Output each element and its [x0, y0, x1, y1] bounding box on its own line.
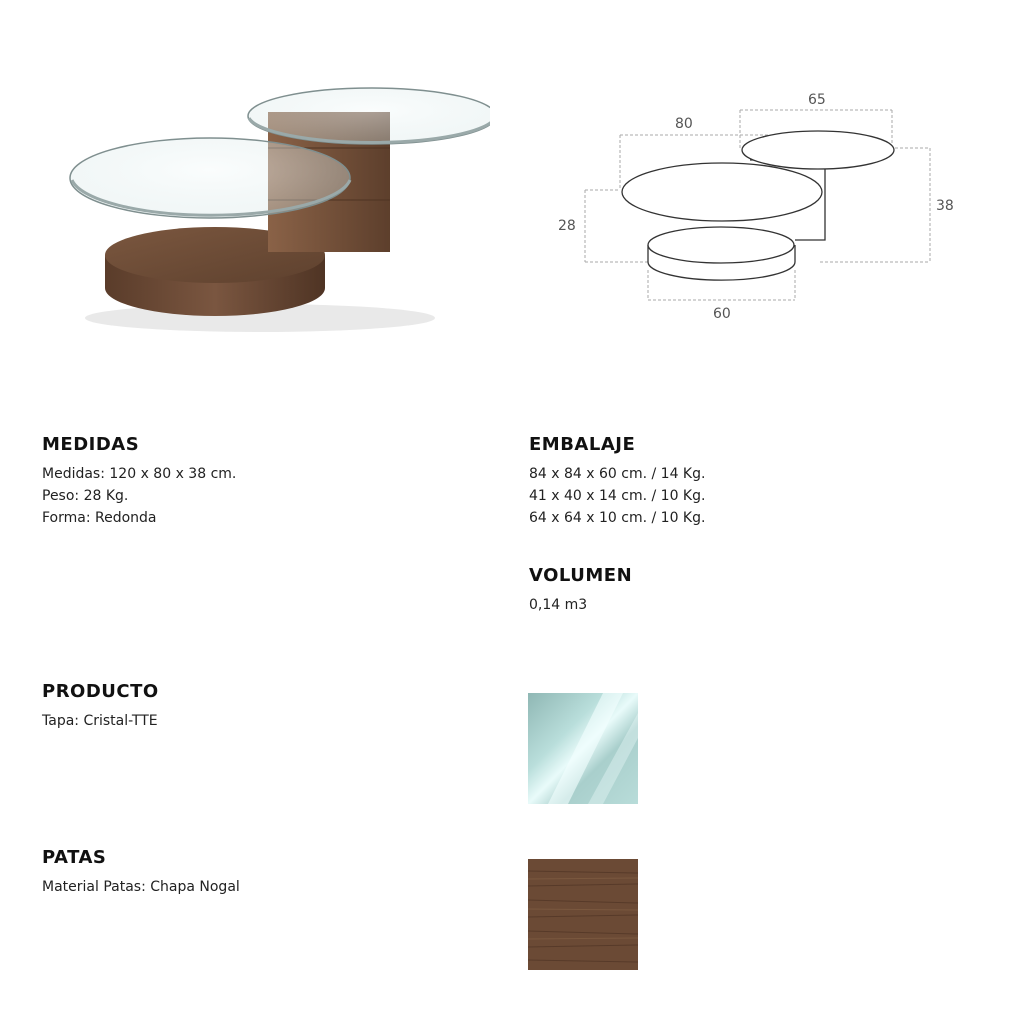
medidas-line: Forma: Redonda	[42, 510, 157, 526]
medidas-heading: MEDIDAS	[42, 434, 140, 455]
embalaje-line: 84 x 84 x 60 cm. / 14 Kg.	[529, 466, 706, 482]
section-producto	[42, 681, 462, 732]
glass-swatch-image	[528, 693, 638, 804]
embalaje-line: 64 x 64 x 10 cm. / 10 Kg.	[529, 510, 706, 526]
walnut-swatch-image	[528, 859, 638, 970]
dim-middle-width: 80	[675, 116, 693, 132]
medidas-line: Peso: 28 Kg.	[42, 488, 129, 504]
dim-top-width: 65	[808, 92, 826, 108]
glass-swatch	[528, 693, 638, 804]
patas-line: Material Patas: Chapa Nogal	[42, 879, 240, 895]
volumen-line: 0,14 m3	[529, 597, 588, 613]
dimension-diagram	[550, 80, 980, 330]
producto-line: Tapa: Cristal-TTE	[42, 713, 158, 729]
section-embalaje	[529, 434, 949, 529]
section-medidas	[42, 434, 462, 529]
product-photo	[60, 80, 490, 340]
embalaje-heading: EMBALAJE	[529, 434, 636, 455]
dim-base-width: 60	[713, 306, 731, 322]
medidas-line: Medidas: 120 x 80 x 38 cm.	[42, 466, 237, 482]
section-volumen	[529, 565, 949, 616]
product-photo-illustration	[60, 80, 490, 340]
section-patas	[42, 847, 462, 898]
embalaje-line: 41 x 40 x 14 cm. / 10 Kg.	[529, 488, 706, 504]
volumen-heading: VOLUMEN	[529, 565, 633, 586]
patas-heading: PATAS	[42, 847, 107, 868]
walnut-swatch	[528, 859, 638, 970]
dim-total-height: 38	[936, 198, 954, 214]
dim-middle-height: 28	[558, 218, 576, 234]
dimension-drawing	[550, 80, 980, 330]
producto-heading: PRODUCTO	[42, 681, 159, 702]
